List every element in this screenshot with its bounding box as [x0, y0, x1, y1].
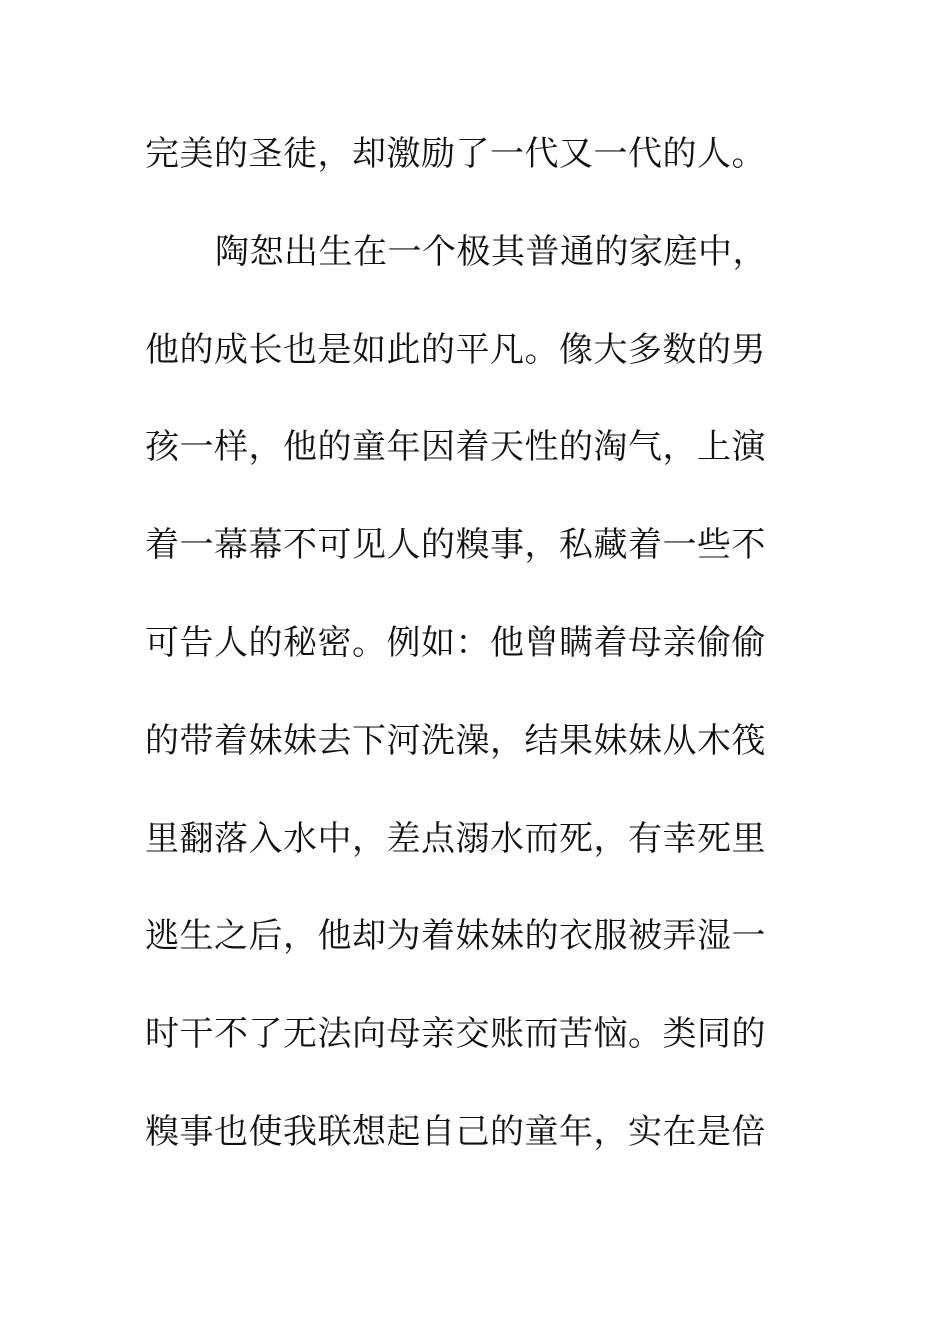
text-line: 里翻落入水中，差点溺水而死，有幸死里: [145, 818, 766, 859]
text-line: 的带着妹妹去下河洗澡，结果妹妹从木筏: [145, 720, 766, 761]
body-text: [145, 124, 785, 1200]
text-line: 糗事也使我联想起自己的童年，实在是倍: [145, 1111, 766, 1152]
text-line: 逃生之后，他却为着妹妹的衣服被弄湿一: [145, 916, 766, 957]
text-line: 完美的圣徒，却激励了一代又一代的人。: [145, 134, 766, 174]
text-line: 他的成长也是如此的平凡。像大多数的男: [145, 329, 766, 370]
text-line: 时干不了无法向母亲交账而苦恼。类同的: [145, 1014, 766, 1055]
text-line: 孩一样，他的童年因着天性的淘气，上演: [145, 427, 766, 468]
paragraph-start-line: 陶恕出生在一个极其普通的家庭中，: [215, 231, 767, 272]
text-line: 着一幕幕不可见人的糗事，私藏着一些不: [145, 525, 766, 566]
text-line: 可告人的秘密。例如：他曾瞒着母亲偷偷: [145, 622, 766, 663]
